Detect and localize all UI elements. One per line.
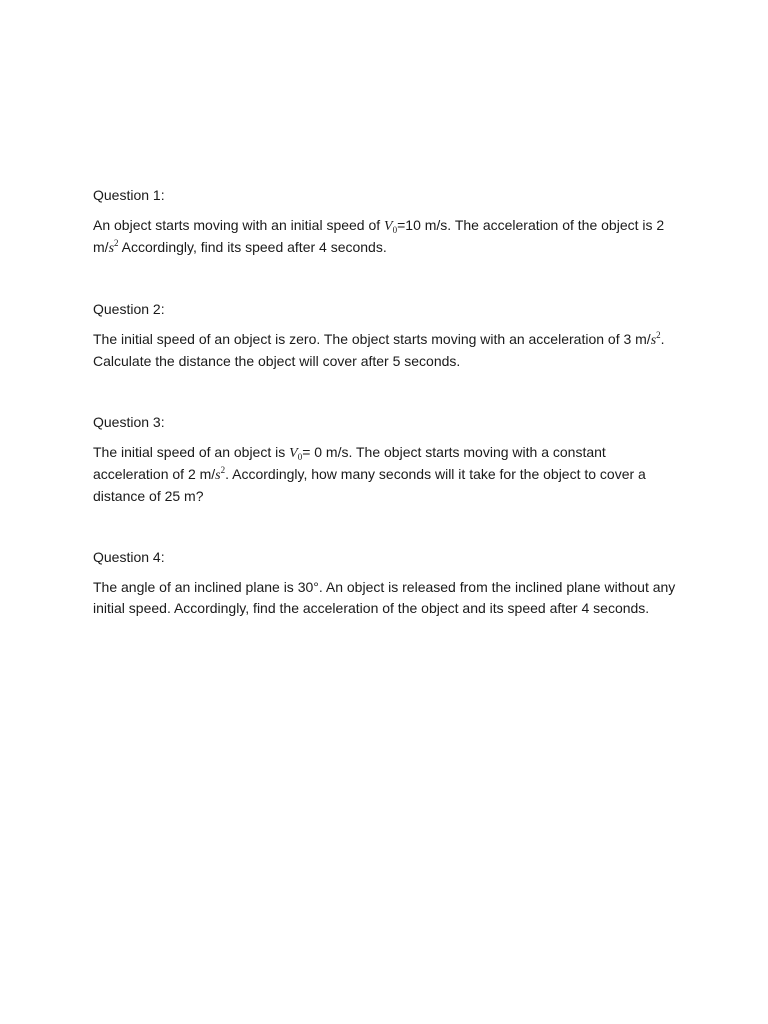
- text-run: Accordingly, find its speed after 4 seconds.: [118, 239, 387, 255]
- text-run: . Accordingly, how many seconds will it take for the object to cover a distance of 25 m?: [93, 466, 646, 504]
- question-text: [93, 442, 677, 507]
- text-run: The initial speed of an object is zero. The object starts moving with an acceleration of 3 m/: [93, 331, 651, 347]
- variable-v: V: [289, 446, 298, 461]
- question-2: [93, 299, 677, 372]
- spacer: [93, 507, 677, 547]
- document-page: [93, 185, 677, 619]
- question-text: [93, 215, 677, 259]
- variable-s: s: [650, 333, 657, 348]
- question-title: Question 4:: [93, 549, 165, 565]
- question-title: Question 2:: [93, 301, 165, 317]
- spacer: [93, 259, 677, 299]
- question-4: [93, 547, 677, 619]
- question-text: [93, 329, 677, 372]
- superscript-two: 2: [656, 330, 661, 340]
- text-run: =10 m/s. The acceleration of the object is 2 m/: [93, 217, 665, 255]
- question-text: [93, 577, 677, 619]
- question-title: Question 3:: [93, 414, 165, 430]
- superscript-two: 2: [220, 465, 226, 475]
- variable-v: V: [384, 219, 393, 234]
- spacer: [93, 372, 677, 412]
- text-run: The initial speed of an object is: [93, 444, 290, 460]
- superscript-two: 2: [114, 238, 119, 248]
- text-run: . Calculate the distance the object will cover after 5 seconds.: [93, 331, 665, 369]
- text-run: An object starts moving with an initial speed of: [93, 217, 385, 233]
- text-run: The angle of an inclined plane is 30°. An object is released from the inclined plane without any initial speed. Accordingly, find the acceleration of the object and its speed after 4 seconds.: [93, 579, 676, 616]
- question-1: [93, 185, 677, 259]
- subscript-zero: 0: [297, 452, 303, 462]
- variable-s: s: [215, 468, 221, 483]
- text-run: = 0 m/s. The object starts moving with a constant acceleration of 2 m/: [93, 444, 606, 482]
- variable-s: s: [108, 241, 115, 256]
- question-title: Question 1:: [93, 187, 165, 203]
- question-3: [93, 412, 677, 507]
- subscript-zero: 0: [392, 225, 398, 235]
